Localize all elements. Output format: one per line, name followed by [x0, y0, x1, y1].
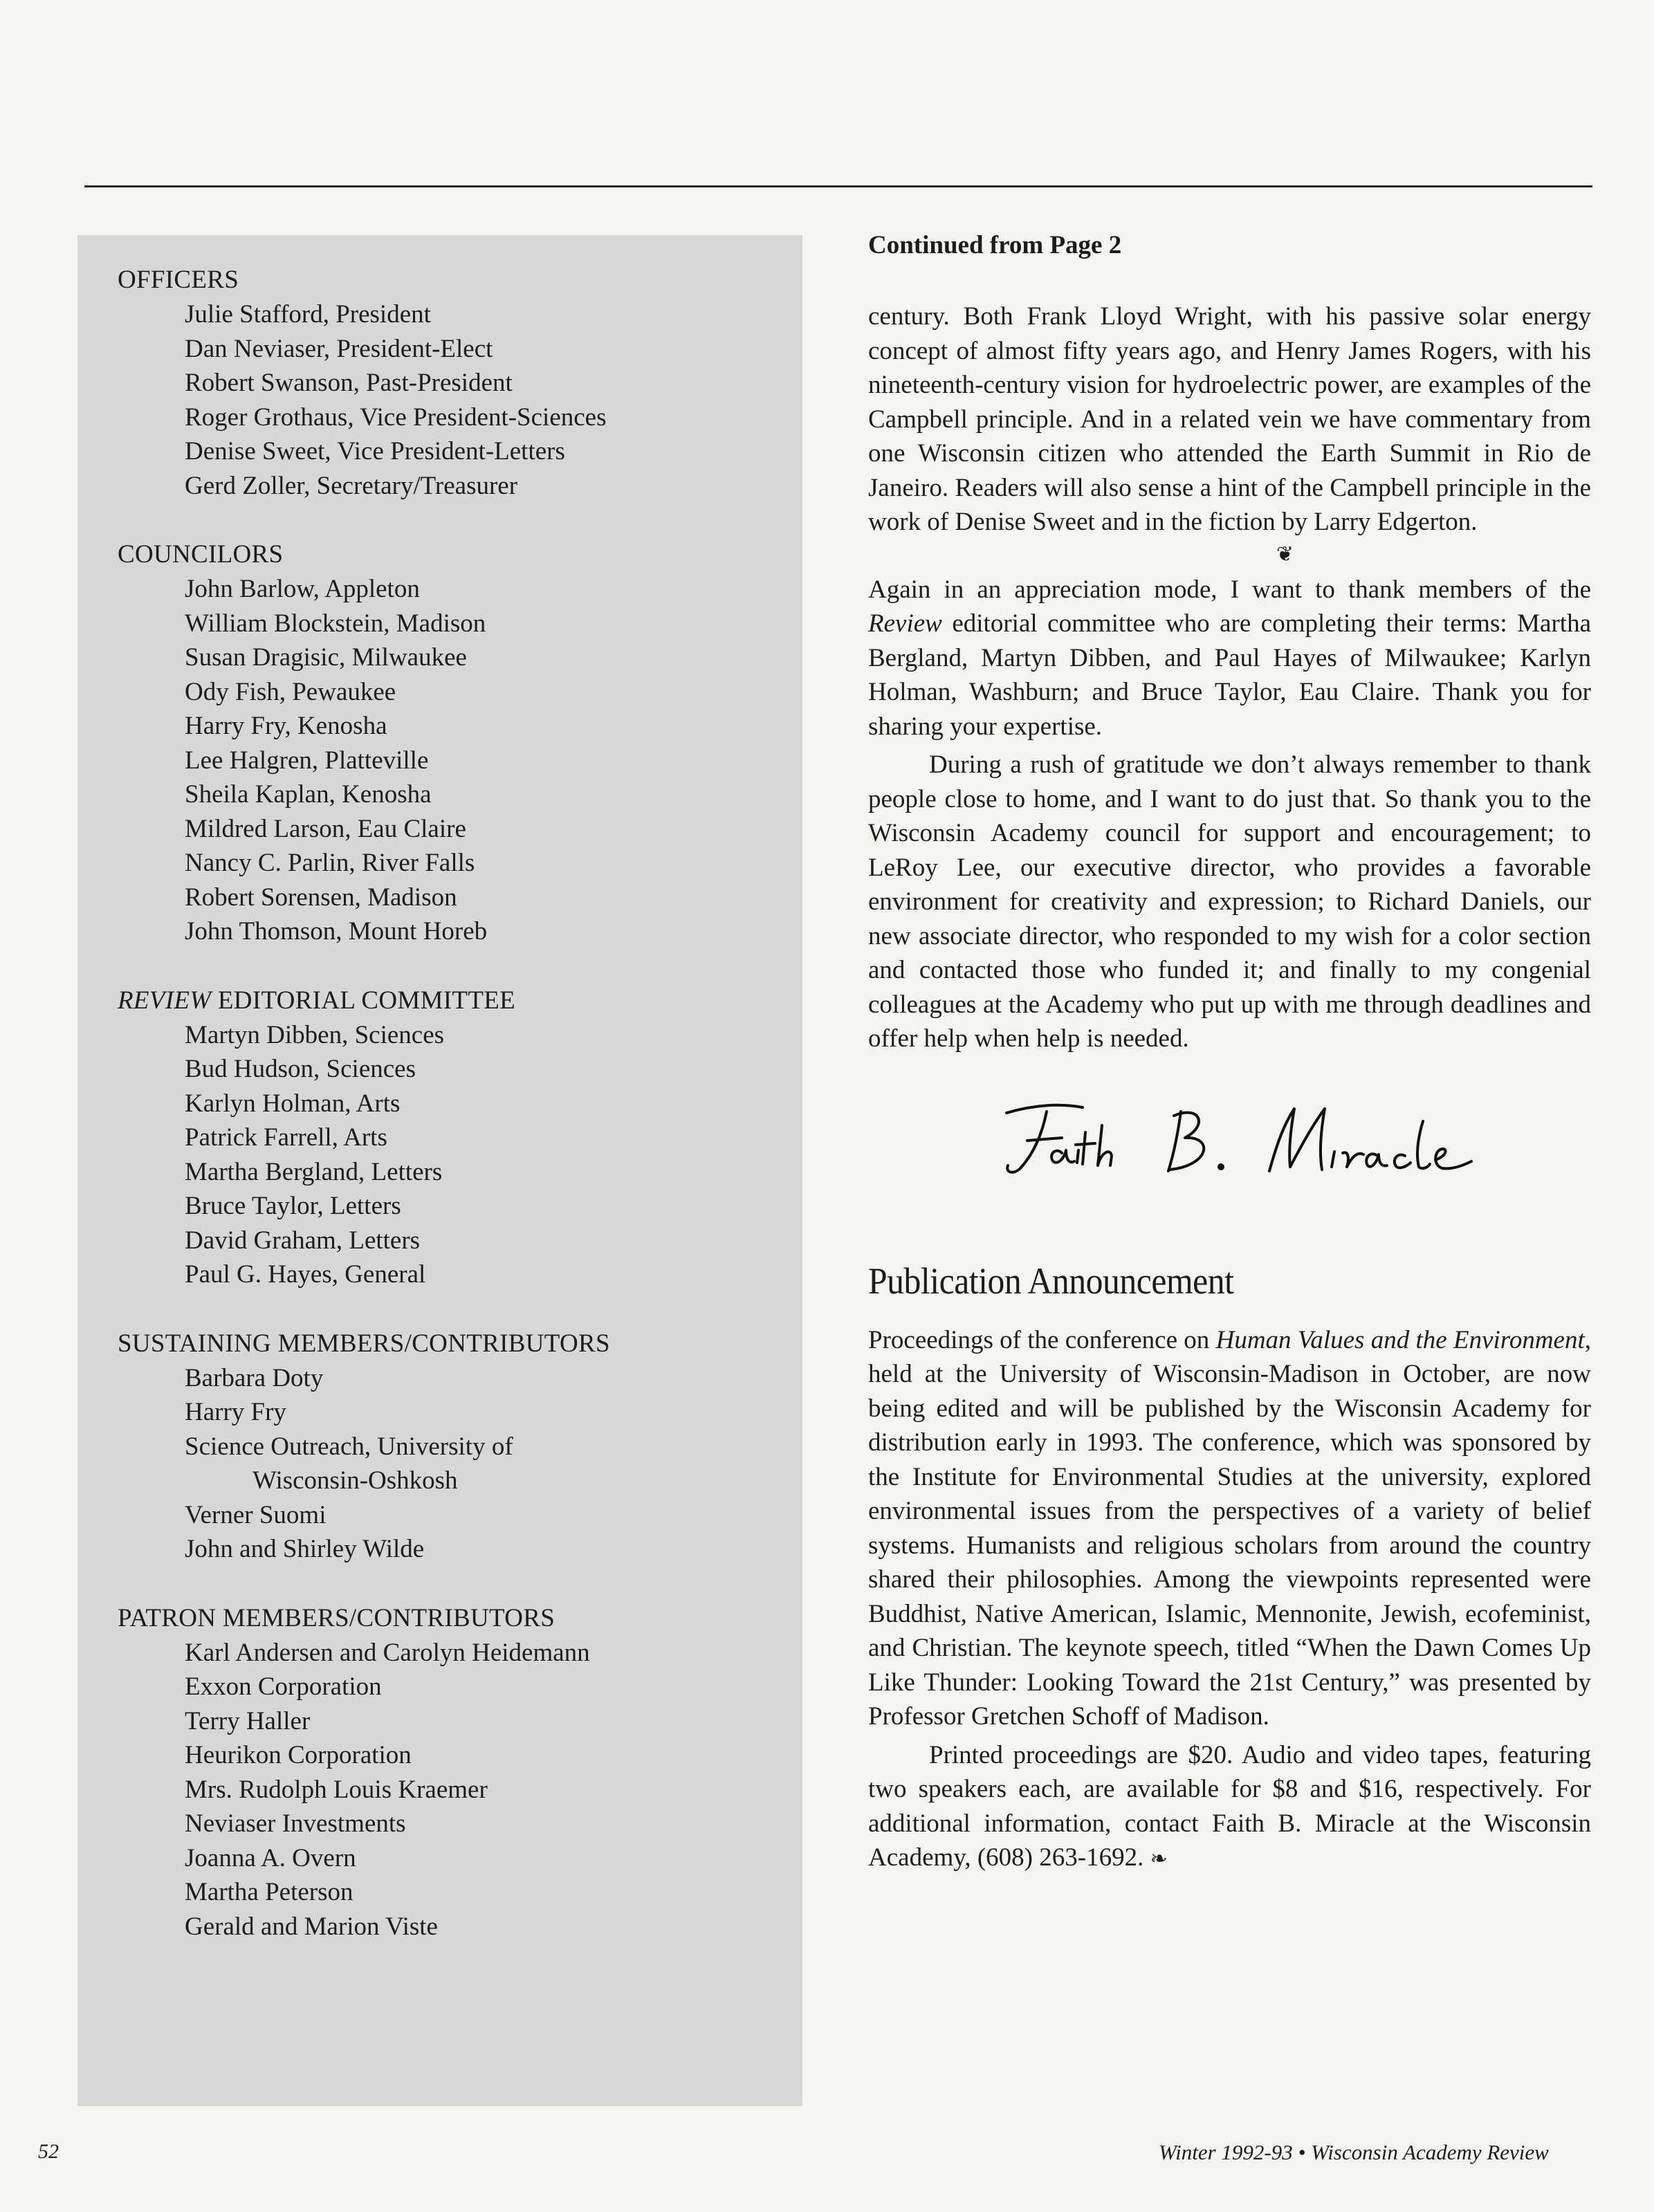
header-rule: [84, 185, 1592, 187]
patron-heading: PATRON MEMBERS/CONTRIBUTORS: [118, 1603, 555, 1632]
signature-image: [993, 1084, 1477, 1188]
councilors-heading: COUNCILORS: [118, 540, 284, 569]
review-italic: Review: [868, 609, 942, 638]
article-paragraph: century. Both Frank Lloyd Wright, with his passive solar energy concept of almost fifty years ago, and Henry James Rogers, with his nineteenth-century vision for hydroelectric power, are examples of the Campbell principle. And in a related vein we have commentary from one Wisconsin citizen who attended the Earth Summit in Rio de Janeiro. Readers will also sense a hint of the Campbell principle in the work of Denise Sweet and in the fiction by Larry Edgerton.: [868, 302, 1591, 536]
issue-line: Winter 1992-93 • Wisconsin Academy Review: [1159, 2140, 1549, 2164]
editorial-entry: Paul G. Hayes, General: [185, 1260, 426, 1289]
sustaining-section: [77, 1327, 802, 1567]
text-run: Printed proceedings are $20. Audio and video tapes, featuring two speakers each, are available for $8 and $16, respectively. For additional information, contact Faith B. Miracle at the Wisconsin Academy, (608) 263-1692.: [868, 1740, 1591, 1872]
officer-entry: Gerd Zoller, Secretary/Treasurer: [185, 471, 518, 500]
patron-entry: Gerald and Marion Viste: [185, 1912, 438, 1941]
article-column: [868, 228, 1591, 1877]
sidebar-roster: [77, 235, 802, 2106]
announcement-paragraph: [868, 1323, 1591, 1734]
editorial-entry: Karlyn Holman, Arts: [185, 1089, 401, 1118]
end-mark-icon: ❧: [1150, 1847, 1168, 1870]
editorial-entry: Patrick Farrell, Arts: [185, 1123, 387, 1152]
editorial-entry: David Graham, Letters: [185, 1226, 421, 1255]
sustaining-entry: Harry Fry: [185, 1398, 286, 1426]
announcement-paragraph: [868, 1738, 1591, 1877]
councilor-entry: John Thomson, Mount Horeb: [185, 917, 488, 946]
signature: [868, 1084, 1591, 1195]
officer-entry: Julie Stafford, President: [185, 300, 431, 329]
patron-entry: Joanna A. Overn: [185, 1843, 356, 1872]
page-number: 52: [38, 2140, 59, 2163]
editorial-heading-rest: EDITORIAL COMMITTEE: [211, 986, 516, 1015]
article-paragraph: [868, 573, 1591, 744]
councilor-entry: Sheila Kaplan, Kenosha: [185, 780, 432, 809]
announcement-title: Publication Announcement: [868, 1260, 1234, 1302]
text-run: Proceedings of the conference on: [868, 1325, 1216, 1354]
patron-entry: Mrs. Rudolph Louis Kraemer: [185, 1775, 488, 1804]
sustaining-entry: Science Outreach, University of: [185, 1432, 513, 1461]
officer-entry: Denise Sweet, Vice President-Letters: [185, 437, 565, 466]
councilor-entry: William Blockstein, Madison: [185, 609, 486, 638]
continued-heading: Continued from Page 2: [868, 231, 1122, 259]
editorial-heading: [77, 984, 802, 1018]
conference-title-italic: Human Values and the Environment: [1215, 1325, 1585, 1354]
article-paragraph: During a rush of gratitude we don’t always remember to thank people close to home, and I want to do just that. So thank you to the Wisconsin Academy council for support and encouragement; to LeRoy Lee, our executive director, who provides a favorable environment for creativity and expression; to Richard Daniels, our new associate director, who responded to my wish for a color section and contacted those who funded it; and finally to my congenial colleagues at the Academy who put up with me through deadlines and offer help when help is needed.: [868, 750, 1591, 1053]
patron-entry: Exxon Corporation: [185, 1672, 382, 1701]
sustaining-heading: SUSTAINING MEMBERS/CONTRIBUTORS: [118, 1329, 610, 1358]
councilor-entry: Mildred Larson, Eau Claire: [185, 814, 466, 843]
officer-entry: Roger Grothaus, Vice President-Sciences: [185, 403, 607, 432]
editorial-entry: Bud Hudson, Sciences: [185, 1055, 416, 1083]
text-run: editorial committee who are completing their terms: Martha Bergland, Martyn Dibben, and Paul Hayes of Milwaukee; Karlyn Holman, Washburn; and Bruce Taylor, Eau Claire. Thank you for sharing your expertise.: [868, 609, 1591, 741]
editorial-heading-italic: REVIEW: [118, 986, 212, 1015]
patron-entry: Heurikon Corporation: [185, 1741, 412, 1769]
editorial-entry: Bruce Taylor, Letters: [185, 1192, 401, 1220]
sustaining-entry: Barbara Doty: [185, 1363, 324, 1392]
officers-section: [77, 263, 802, 503]
patron-section: [77, 1601, 802, 1944]
councilor-entry: Robert Sorensen, Madison: [185, 883, 457, 912]
councilor-entry: Ody Fish, Pewaukee: [185, 677, 396, 706]
councilor-entry: Susan Dragisic, Milwaukee: [185, 643, 467, 672]
councilor-entry: Nancy C. Parlin, River Falls: [185, 849, 475, 877]
councilor-entry: Harry Fry, Kenosha: [185, 712, 387, 740]
officer-entry: Robert Swanson, Past-President: [185, 369, 513, 397]
councilors-section: [77, 537, 802, 949]
sustaining-entry: Verner Suomi: [185, 1500, 327, 1529]
patron-entry: Neviaser Investments: [185, 1809, 406, 1838]
editorial-entry: Martyn Dibben, Sciences: [185, 1020, 445, 1049]
text-run: , held at the University of Wisconsin-Madison in October, are now being edited and will be published by the Wisconsin Academy for distribution early in 1993. The conference, which was sponsored by the Institute for Environmental Studies at the university, explored environmental issues from the perspectives of a variety of belief systems. Humanists and religious scholars from around the country shared their philosophies. Among the viewpoints represented were Buddhist, Native American, Islamic, Mennonite, Jewish, ecofeminist, and Christian. The keynote speech, titled “When the Dawn Comes Up Like Thunder: Looking Toward the 21st Century,” was presented by Professor Gretchen Schoff of Madison.: [868, 1325, 1592, 1731]
officers-heading: OFFICERS: [118, 266, 239, 294]
patron-entry: Terry Haller: [185, 1706, 311, 1735]
patron-entry: Karl Andersen and Carolyn Heidemann: [185, 1638, 590, 1667]
sustaining-entry: John and Shirley Wilde: [185, 1535, 425, 1563]
leaf-ornament-icon: ❦: [1276, 542, 1294, 566]
editorial-entry: Martha Bergland, Letters: [185, 1157, 443, 1186]
councilor-entry: Lee Halgren, Platteville: [185, 746, 429, 775]
text-run: Again in an appreciation mode, I want to thank members of the: [868, 575, 1591, 604]
editorial-section: [77, 984, 802, 1292]
patron-entry: Martha Peterson: [185, 1878, 353, 1906]
sustaining-entry-continued: Wisconsin-Oshkosh: [252, 1466, 458, 1495]
councilor-entry: John Barlow, Appleton: [185, 575, 420, 603]
officer-entry: Dan Neviaser, President-Elect: [185, 334, 493, 363]
